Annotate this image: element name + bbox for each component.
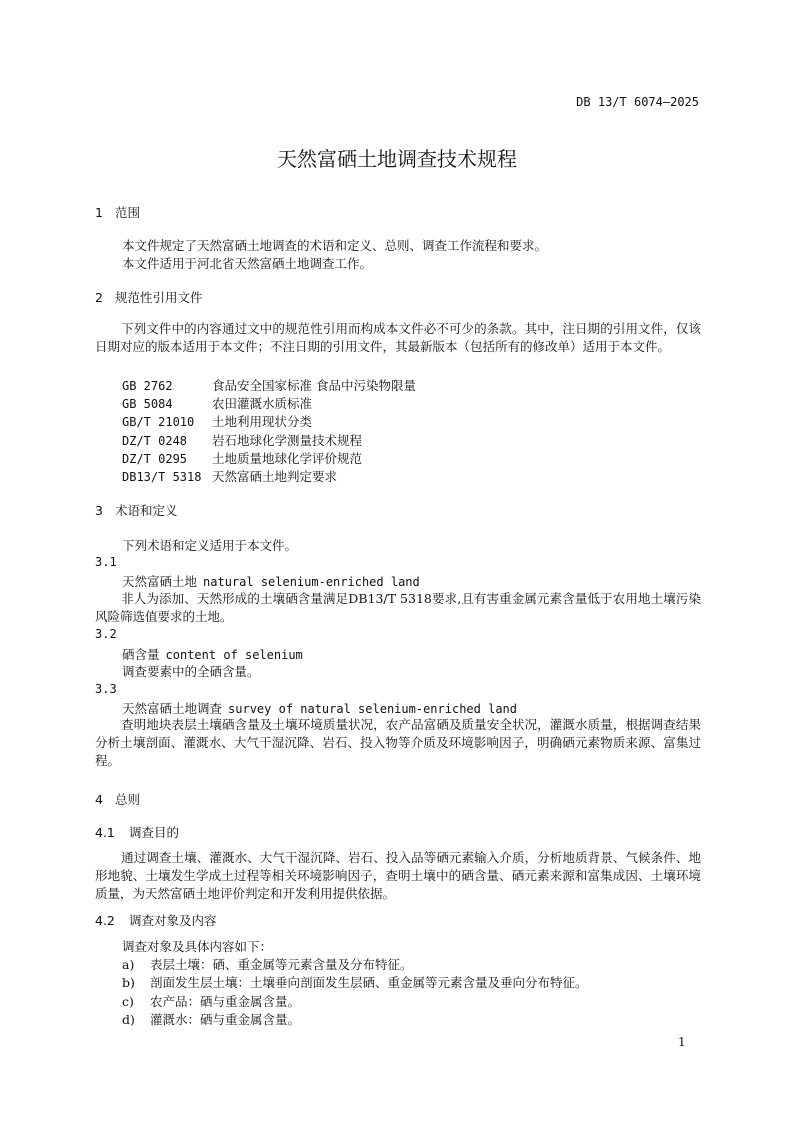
reference-item <box>122 412 312 430</box>
list-item <box>122 992 300 1010</box>
reference-name: 食品安全国家标准 食品中污染物限量 <box>212 378 416 393</box>
term-cn: 天然富硒土地 <box>122 574 198 589</box>
list-marker: a) <box>122 957 135 972</box>
list-text: 农产品：硒与重金属含量。 <box>150 994 301 1009</box>
term-heading <box>122 572 420 590</box>
term-number: 3.1 <box>95 555 117 569</box>
section-2-heading <box>95 288 203 306</box>
list-marker: c) <box>122 994 134 1009</box>
paragraph: 下列术语和定义适用于本文件。 <box>122 538 298 553</box>
reference-item <box>122 394 312 412</box>
reference-code: DB13/T 5318 <box>122 470 202 484</box>
reference-code: DZ/T 0248 <box>122 434 188 448</box>
paragraph <box>95 849 701 903</box>
section-title: 范围 <box>115 205 141 220</box>
subsection-number: 4.2 <box>95 913 115 928</box>
section-4-heading <box>95 790 140 808</box>
section-3-heading <box>95 501 178 519</box>
list-text: 灌溉水：硒与重金属含量。 <box>150 1012 301 1027</box>
subsection-4-1-heading <box>95 823 179 841</box>
reference-code: GB/T 21010 <box>122 415 195 429</box>
reference-code: GB 5084 <box>122 397 173 411</box>
section-title: 规范性引用文件 <box>115 290 203 305</box>
reference-name: 天然富硒土地判定要求 <box>212 469 338 484</box>
reference-code: DZ/T 0295 <box>122 452 188 466</box>
section-1-heading <box>95 203 140 221</box>
section-number: 3 <box>95 503 103 518</box>
term-cn: 硒含量 <box>122 647 160 662</box>
list-item <box>122 955 413 973</box>
reference-name: 土地质量地球化学评价规范 <box>212 451 363 466</box>
paragraph: 调查对象及具体内容如下： <box>122 939 273 954</box>
reference-item <box>122 467 337 485</box>
reference-code: GB 2762 <box>122 379 173 393</box>
list-text: 表层土壤：硒、重金属等元素含量及分布特征。 <box>150 957 413 972</box>
subsection-4-2-heading <box>95 911 217 929</box>
reference-item <box>122 376 416 394</box>
section-number: 1 <box>95 205 103 220</box>
term-definition: 调查要素中的全硒含量。 <box>122 664 260 679</box>
term-number: 3.3 <box>95 682 117 696</box>
paragraph-text: 通过调查土壤、灌溉水、大气干湿沉降、岩石、投入品等硒元素输入介质，分析地质背景、气候条件、地形地貌、土壤发生学成土过程等相关环境影响因子，查明土壤中的硒含量、硒元素来源和富集成因、土壤环境质量，为天然富硒土地评价判定和开发利用提供依据。 <box>95 850 701 901</box>
paragraph-text: 下列文件中的内容通过文中的规范性引用而构成本文件必不可少的条款。其中，注日期的引用文件，仅该日期对应的版本适用于本文件；不注日期的引用文件，其最新版本（包括所有的修改单）适用于本文件。 <box>95 321 701 354</box>
paragraph: 本文件适用于河北省天然富硒土地调查工作。 <box>122 256 373 271</box>
list-marker: d) <box>122 1012 135 1027</box>
term-definition <box>95 590 701 626</box>
term-en: survey of natural selenium-enriched land <box>228 702 517 716</box>
list-item <box>122 1010 300 1028</box>
subsection-title: 调查目的 <box>129 825 180 840</box>
term-en: content of selenium <box>165 648 303 662</box>
definition-text: 查明地块表层土壤硒含量及土壤环境质量状况，农产品富硒及质量安全状况，灌溉水质量，根据调查结果分析土壤剖面、灌溉水、大气干湿沉降、岩石、投入物等介质及环境影响因子，明确硒元素物质来源、富集过程。 <box>95 717 701 768</box>
term-heading <box>122 699 517 717</box>
reference-name: 岩石地球化学测量技术规程 <box>212 433 363 448</box>
section-number: 2 <box>95 290 103 305</box>
document-title: 天然富硒土地调查技术规程 <box>277 147 517 171</box>
standard-number: DB 13/T 6074—2025 <box>576 95 699 109</box>
term-cn: 天然富硒土地调查 <box>122 701 223 716</box>
list-text: 剖面发生层土壤：土壤垂向剖面发生层硒、重金属等元素含量及垂向分布特征。 <box>150 975 588 990</box>
section-title: 总则 <box>115 792 141 807</box>
subsection-title: 调查对象及内容 <box>129 913 217 928</box>
term-heading <box>122 645 303 663</box>
section-title: 术语和定义 <box>115 503 178 518</box>
reference-item <box>122 431 362 449</box>
reference-item <box>122 449 362 467</box>
paragraph <box>95 320 701 356</box>
term-number: 3.2 <box>95 627 117 641</box>
section-number: 4 <box>95 792 103 807</box>
page-number: 1 <box>678 1035 686 1049</box>
list-marker: b) <box>122 975 135 990</box>
paragraph: 本文件规定了天然富硒土地调查的术语和定义、总则、调查工作流程和要求。 <box>122 238 548 253</box>
term-en: natural selenium-enriched land <box>203 575 420 589</box>
reference-name: 农田灌溉水质标准 <box>212 396 313 411</box>
reference-name: 土地利用现状分类 <box>212 414 313 429</box>
subsection-number: 4.1 <box>95 825 115 840</box>
term-definition <box>95 716 701 770</box>
definition-text: 非人为添加、天然形成的土壤硒含量满足DB13/T 5318要求,且有害重金属元素含量低于农用地土壤污染风险筛选值要求的土地。 <box>95 591 701 624</box>
list-item <box>122 973 588 991</box>
